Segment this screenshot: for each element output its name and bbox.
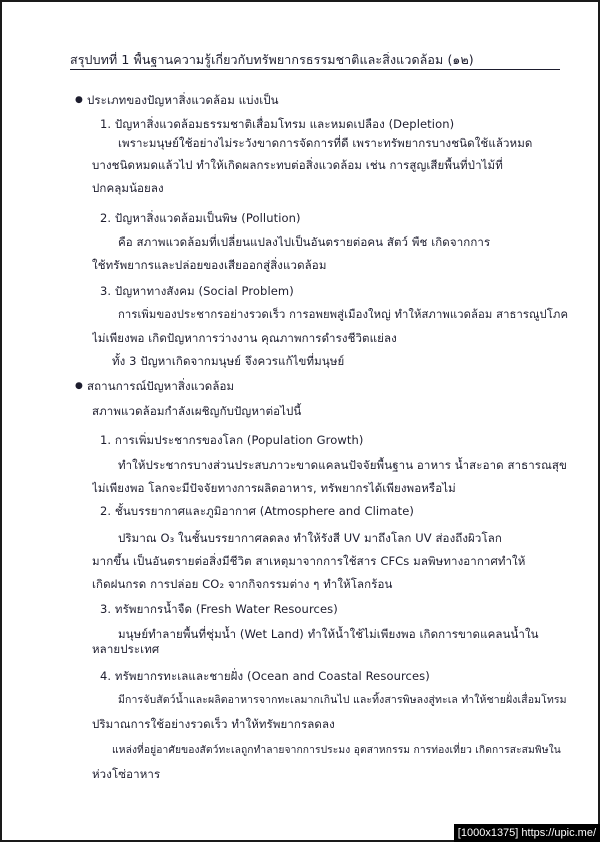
subheading-atmosphere-climate: 2. ชั้นบรรยากาศและภูมิอากาศ (Atmosphere and Climate) bbox=[100, 504, 414, 518]
paragraph-line: ใช้ทรัพยากรและปล่อยของเสียออกสู่สิ่งแวดล้อม bbox=[92, 258, 327, 272]
paragraph-line: หลายประเทศ bbox=[92, 642, 160, 656]
subheading-social-problem: 3. ปัญหาทางสังคม (Social Problem) bbox=[100, 284, 294, 298]
subheading-pollution: 2. ปัญหาสิ่งแวดล้อมเป็นพิษ (Pollution) bbox=[100, 211, 301, 225]
bullet-marker: ● bbox=[75, 381, 83, 391]
paragraph-line: ปริมาณการใช้อย่างรวดเร็ว ทำให้ทรัพยากรลดลง bbox=[92, 717, 335, 731]
paragraph-line: มากขึ้น เป็นอันตรายต่อสิ่งมีชีวิต สาเหตุมาจากการใช้สาร CFCs มลพิษทางอากาศทำให้ bbox=[92, 554, 526, 568]
paragraph-line: ทั้ง 3 ปัญหาเกิดจากมนุษย์ จึงควรแก้ไขที่มนุษย์ bbox=[112, 354, 345, 368]
image-host-watermark: [1000x1375] https://upic.me/ bbox=[454, 824, 600, 842]
document-title: สรุปบทที่ 1 พื้นฐานความรู้เกี่ยวกับทรัพยากรธรรมชาติและสิ่งแวดล้อม (๑๒) bbox=[70, 52, 474, 67]
title-underline bbox=[70, 69, 560, 70]
paragraph-line: แหล่งที่อยู่อาศัยของสัตว์ทะเลถูกทำลายจากการประมง อุตสาหกรรม การท่องเที่ยว เกิดการสะสมพิษใน bbox=[112, 744, 561, 756]
paragraph-line: ไม่เพียงพอ เกิดปัญหาการว่างงาน คุณภาพการดำรงชีวิตแย่ลง bbox=[92, 331, 397, 345]
paragraph-line: ไม่เพียงพอ โลกจะมีปัจจัยทางการผลิตอาหาร, ทรัพยากรได้เพียงพอหรือไม่ bbox=[92, 481, 456, 495]
paragraph-line: บางชนิดหมดแล้วไป ทำให้เกิดผลกระทบต่อสิ่งแวดล้อม เช่น การสูญเสียพื้นที่ป่าไม้ที่ bbox=[92, 158, 503, 172]
paragraph-line: ปริมาณ O₃ ในชั้นบรรยากาศลดลง ทำให้รังสี UV มาถึงโลก UV ส่องถึงผิวโลก bbox=[118, 531, 502, 545]
section-heading-types: ประเภทของปัญหาสิ่งแวดล้อม แบ่งเป็น bbox=[87, 93, 279, 107]
paragraph-line: มนุษย์ทำลายพื้นที่ชุ่มน้ำ (Wet Land) ทำให้น้ำใช้ไม่เพียงพอ เกิดการขาดแคลนน้ำใน bbox=[118, 627, 539, 641]
paragraph-line: เกิดฝนกรด การปล่อย CO₂ จากกิจกรรมต่าง ๆ ทำให้โลกร้อน bbox=[92, 577, 393, 591]
subheading-ocean-coastal: 4. ทรัพยากรทะเลและชายฝั่ง (Ocean and Coastal Resources) bbox=[100, 669, 430, 683]
bullet-marker: ● bbox=[75, 95, 83, 105]
paragraph-line: ทำให้ประชากรบางส่วนประสบภาวะขาดแคลนปัจจัยพื้นฐาน อาหาร น้ำสะอาด สาธารณสุข bbox=[118, 458, 567, 472]
paragraph-line: มีการจับสัตว์น้ำและผลิตอาหารจากทะเลมากเกินไป และทิ้งสารพิษลงสู่ทะเล ทำให้ชายฝั่งเสื่อมโทรม bbox=[118, 694, 567, 706]
paragraph-line: เพราะมนุษย์ใช้อย่างไม่ระวังขาดการจัดการที่ดี เพราะทรัพยากรบางชนิดใช้แล้วหมด bbox=[118, 136, 533, 150]
paragraph-line: การเพิ่มของประชากรอย่างรวดเร็ว การอพยพสู่เมืองใหญ่ ทำให้สภาพแวดล้อม สาธารณูปโภค bbox=[118, 308, 568, 321]
paragraph-line: ห่วงโซ่อาหาร bbox=[92, 767, 161, 781]
subheading-depletion: 1. ปัญหาสิ่งแวดล้อมธรรมชาติเสื่อมโทรม และหมดเปลือง (Depletion) bbox=[100, 117, 455, 131]
section-heading-situation: สถานการณ์ปัญหาสิ่งแวดล้อม bbox=[87, 379, 235, 393]
paragraph-line: ปกคลุมน้อยลง bbox=[92, 181, 164, 195]
subheading-fresh-water: 3. ทรัพยากรน้ำจืด (Fresh Water Resources) bbox=[100, 602, 338, 616]
paragraph-line: คือ สภาพแวดล้อมที่เปลี่ยนแปลงไปเป็นอันตรายต่อคน สัตว์ พืช เกิดจากการ bbox=[118, 235, 491, 249]
subheading-population-growth: 1. การเพิ่มประชากรของโลก (Population Growth) bbox=[100, 433, 364, 447]
paragraph-line: สภาพแวดล้อมกำลังเผชิญกับปัญหาต่อไปนี้ bbox=[92, 404, 302, 418]
